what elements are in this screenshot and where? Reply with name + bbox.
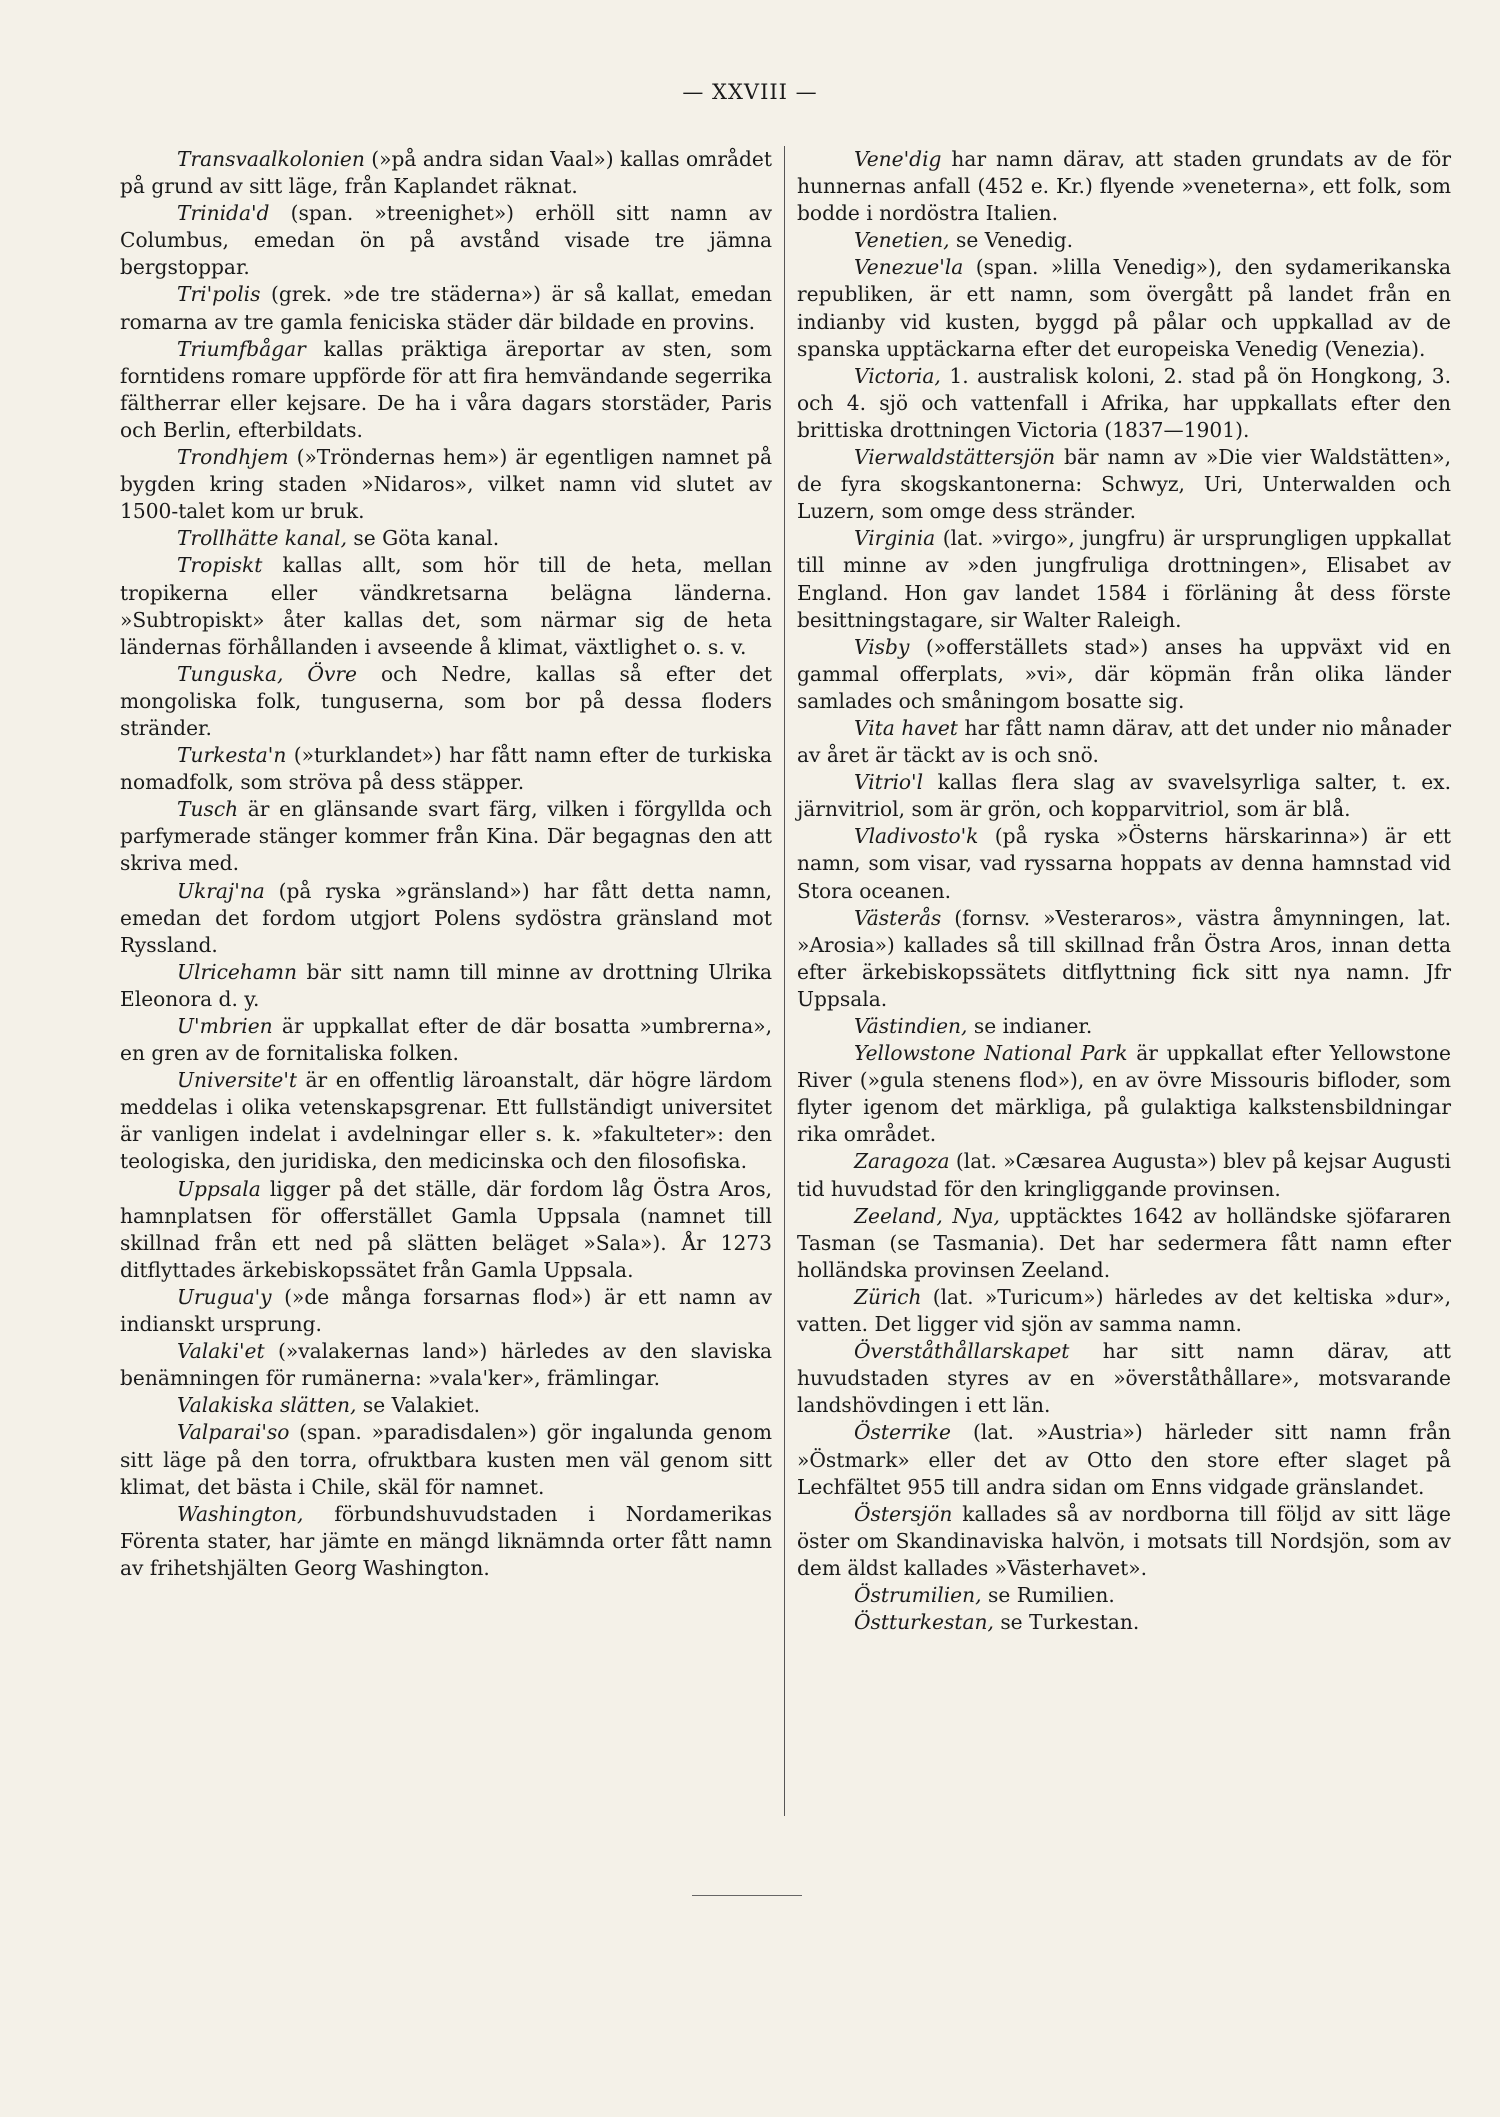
entry-text: bär sitt namn till minne av drottning Ulrika Eleonora d. y. [120,959,772,1011]
entry-text: (lat. »Turicum») härledes av det keltiska »dur», vatten. Det ligger vid sjön av samma namn. [797,1284,1451,1337]
entry [797,823,1451,904]
entry-text: (på ryska »Österns härskarinna») är ett namn, som visar, vad ryssarna hoppats av denna hamnstad vid Stora oceanen. [797,824,1451,903]
entry [120,281,772,335]
entry-text: är uppkallat efter Yellowstone River (»gula stenens flod»), en av övre Missouris bifloder, som flyter igenom det märkliga, på gulaktiga kalkstensbildningar rika området. [797,1041,1451,1147]
entry [797,715,1451,769]
entry-text: (lat. »Austria») härleder sitt namn från »Östmark» eller det av Otto den store efter slaget på Lechfältet 955 till andra sidan om Enns vidgade gränslandet. [797,1420,1451,1499]
entry-term: Zaragoza [854,1149,950,1174]
entry [797,1148,1451,1202]
entry-text: (grek. »de tre städerna») är så kallat, emedan romarna av tre gamla feniciska städer där bildade en provins. [120,282,772,334]
entry-text: (»de många forsarnas flod») är ett namn av indianskt ursprung. [120,1284,772,1337]
entry [120,1419,772,1500]
entry [797,1284,1451,1338]
entry-term: Tri'polis [177,282,261,307]
entry-text: (»offerställets stad») anses ha uppväxt vid en gammal offerplats, »vi», där köpmän från olika länder samlades och småningom bosatte sig. [797,634,1451,713]
entry-term: Östturkestan, [854,1610,994,1635]
entry-text: (span. »lilla Venedig»), den sydamerikanska republiken, är ett namn, som övergått på landet från en indianby vid kusten, byggd på pålar och uppkallad av de spanska upptäckarna efter det europeiska Venedig (Venezia). [797,255,1451,361]
entry [797,444,1451,525]
entry [797,634,1451,715]
entry-term: Österrike [854,1420,951,1445]
entry-text: (»på andra sidan Vaal») kallas området på grund av sitt läge, från Kaplandet räknat. [120,147,772,199]
entry-text: kallas präktiga äreportar av sten, som forntidens romare uppförde för att fira hemvändande segerrika fältherrar eller kejsare. De ha i våra dagars storstäder, Paris och Berlin, efterbildats. [120,336,772,442]
entry-text: har namn därav, att staden grundats av de för hunnernas anfall (452 e. Kr.) flyende »veneterna», ett folk, som bodde i nordöstra Italien. [797,147,1451,226]
entry [797,1203,1451,1284]
entry [797,525,1451,633]
entry-term: Trollhätte kanal, [177,526,347,551]
entry-term: Trinida'd [177,201,270,226]
entry-term: Yellowstone National Park [854,1041,1128,1066]
entry-term: Valaki'et [177,1339,265,1364]
entry-term: Triumfbågar [177,336,306,361]
entry-text: se Göta kanal. [347,526,500,551]
entry-term: Turkesta'n [177,743,287,768]
entry-text: (lat. »virgo», jungfru) är ursprungligen uppkallat till minne av »den jungfruliga drottningen», Elisabet av England. Hon gav landet 1584 i förläning åt dess förste besittningstagare, sir Walter Raleigh. [797,526,1451,632]
entry-text: kallades så av nordborna till följd av sitt läge öster om Skandinaviska halvön, i motsats till Nordsjön, som av dem äldst kallades »Västerhavet». [797,1501,1451,1580]
entry-term: Valakiska slätten, [177,1393,357,1418]
entry-term: Vierwaldstättersjön [854,445,1056,470]
entry [120,336,772,444]
entry-term: Östrumilien, [854,1582,982,1607]
left-column [120,146,772,1582]
entry-term: Östersjön [854,1501,953,1526]
entry-term: Västindien, [854,1014,968,1038]
entry [797,1582,1451,1609]
entry-text: se Turkestan. [993,1610,1140,1635]
footer-rule [692,1895,802,1896]
page-number: — XXVIII — [682,80,818,104]
entry [120,742,772,796]
entry-text: har sitt namn därav, att huvudstaden styres av en »överståthållare», motsvarande landshövdingen i ett län. [797,1339,1451,1418]
entry-term: Vitrio'l [854,770,924,795]
entry-text: upptäcktes 1642 av holländske sjöfararen Tasman (se Tasmania). Det har sedermera fått namn efter holländska provinsen Zeeland. [797,1203,1451,1282]
entry [120,200,772,281]
entry-text: se Rumilien. [981,1582,1115,1607]
entry-text: är en glänsande svart färg, vilken i förgyllda och parfymerade stänger kommer från Kina. Där begagnas den att skriva med. [120,797,772,876]
entry [797,1338,1451,1419]
entry [797,1609,1451,1636]
entry-text: (lat. »Cæsarea Augusta») blev på kejsar Augusti tid huvudstad för den kringliggande provinsen. [797,1149,1451,1201]
entry-text: (span. »treenighet») erhöll sitt namn av Columbus, emedan ön på avstånd visade tre jämna bergstoppar. [120,201,772,280]
entry-text: (span. »paradisdalen») gör ingalunda genom sitt läge på den torra, ofruktbara kusten men väl genom sitt klimat, det bästa i Chile, skäl för namnet. [120,1420,772,1499]
entry-term: Transvaalkolonien [177,147,365,171]
entry-term: Victoria, [854,363,941,388]
entry-term: Venezue'la [854,255,964,280]
entry [797,227,1451,254]
entry-text: är uppkallat efter de där bosatta »umbrerna», en gren av de fornitaliska folken. [120,1014,772,1066]
entry-text: se Venedig. [949,228,1074,253]
entry-text: kallas flera slag av svavelsyrliga salter, t. ex. järnvitriol, som är grön, och kopparvitriol, som är blå. [797,770,1451,822]
entry-term: Zürich [854,1284,922,1309]
entry [797,769,1451,823]
entry [797,1040,1451,1148]
entry-term: Urugua'y [177,1284,272,1309]
entry [120,959,772,1013]
entry-term: Vene'dig [854,147,942,171]
entry-text: 1. australisk koloni, 2. stad på ön Hongkong, 3. och 4. sjö och vattenfall i Afrika, har uppkallats efter den brittiska drottningen Victoria (1837—1901). [797,363,1451,442]
entry-term: Zeeland, Nya, [854,1203,1000,1228]
entry-text: (på ryska »gränsland») har fått detta namn, emedan det fordom utgjort Polens sydöstra gränsland mot Ryssland. [120,878,772,957]
entry [120,552,772,660]
entry [120,1067,772,1175]
entry-term: Vladivosto'k [854,824,979,849]
entry-text: ligger på det ställe, där fordom låg Östra Aros, hamnplatsen för offerstället Gamla Uppsala (namnet till skillnad från ett ned på slätten beläget »Sala»). År 1273 ditflyttades ärkebiskopssätet från Gamla Uppsala. [120,1176,772,1282]
entry-term: Washington, [177,1501,304,1526]
entry [797,146,1451,227]
entry [120,1176,772,1284]
entry [120,1013,772,1067]
entry-term: Västerås [854,905,942,930]
column-divider [784,146,785,1816]
entry-text: och Nedre, kallas så efter det mongoliska folk, tunguserna, som bor på dessa floders stränder. [120,661,772,740]
entry-term: Valparai'so [177,1420,290,1445]
entry [797,1419,1451,1500]
entry-text: (fornsv. »Vesteraros», västra åmynningen, lat. »Arosia») kallades så till skillnad från Östra Aros, innan detta efter ärkebiskopssätets ditflyttning fick sitt nya namn. Jfr Uppsala. [797,905,1451,1011]
entry [120,1392,772,1419]
entry-term: Venetien, [854,228,950,253]
entry-text: se indianer. [967,1014,1093,1038]
entry-term: Trondhjem [177,445,289,470]
entry-term: Universite't [177,1068,298,1093]
entry [120,444,772,525]
entry-text: har fått namn därav, att det under nio månader av året är täckt av is och snö. [797,715,1451,768]
entry-term: U'mbrien [177,1014,273,1038]
entry [120,796,772,877]
entry-term: Tropiskt [177,553,263,578]
entry-text: kallas allt, som hör till de heta, mellan tropikerna eller vändkretsarna belägna länderna. »Subtropiskt» åter kallas det, som närmar sig de heta ländernas förhållanden i avseende å klimat, växtlighet o. s. v. [120,553,772,659]
entry [120,1338,772,1392]
entry [120,1284,772,1338]
entry [797,1501,1451,1582]
entry-text: (»Tröndernas hem») är egentligen namnet på bygden kring staden »Nidaros», vilket namn vid slutet av 1500-talet kom ur bruk. [120,445,772,524]
entry [120,661,772,742]
entry [120,1501,772,1582]
entry [120,146,772,200]
entry-term: Vita havet [854,715,958,740]
entry-text: (»turklandet») har fått namn efter de turkiska nomadfolk, som ströva på dess stäpper. [120,743,772,795]
entry-term: Tusch [177,797,239,822]
right-column [797,146,1451,1636]
entry [797,905,1451,1013]
entry-term: Överståthållarskapet [854,1339,1070,1364]
entry [120,878,772,959]
entry-text: är en offentlig läroanstalt, där högre lärdom meddelas i olika vetenskapsgrenar. Ett fullständigt universitet är vanligen indelat i avdelningar eller s. k. »fakulteter»: den teologiska, den juridiska, den medicinska och den filosofiska. [120,1068,772,1174]
entry [797,1013,1451,1040]
entry-text: förbundshuvudstaden i Nordamerikas Förenta stater, har jämte en mängd liknämnda orter fått namn av frihetshjälten Georg Washington. [120,1501,772,1580]
entry-term: Ukraj'na [177,878,265,903]
entry-text: se Valakiet. [356,1393,480,1418]
entry [797,363,1451,444]
entry-text: (»valakernas land») härledes av den slaviska benämningen för rumänerna: »vala'ker», främlingar. [120,1339,772,1391]
entry-term: Virginia [854,526,936,551]
entry-term: Tunguska, Övre [177,661,357,686]
entry-term: Uppsala [177,1176,261,1201]
entry-term: Ulricehamn [177,959,298,984]
entry [120,525,772,552]
entry [797,254,1451,362]
entry-text: bär namn av »Die vier Waldstätten», de fyra skogskantonerna: Schwyz, Uri, Unterwalden och Luzern, som omge dess stränder. [797,445,1451,524]
entry-term: Visby [854,634,910,659]
